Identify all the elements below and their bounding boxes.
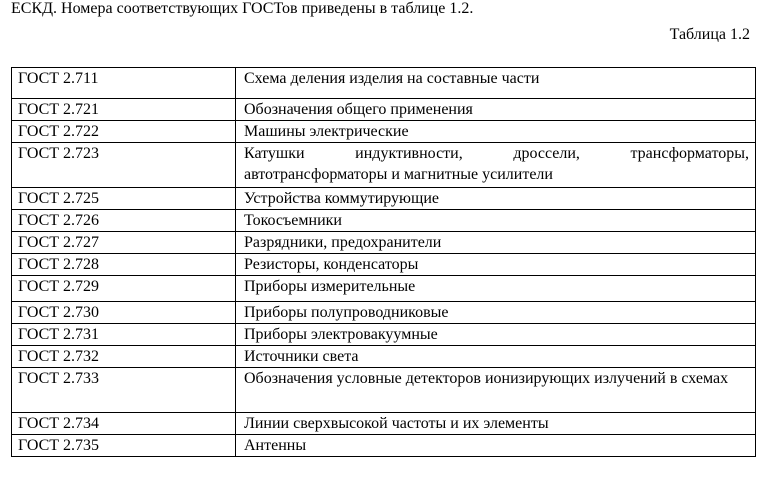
gost-name-cell: Устройства коммутирующие	[236, 188, 756, 210]
gost-code-cell: ГОСТ 2.731	[12, 324, 236, 346]
table-row	[12, 346, 756, 368]
gost-code-cell: ГОСТ 2.732	[12, 346, 236, 368]
gost-name-cell: Схема деления изделия на составные части	[236, 68, 756, 99]
gost-code-cell: ГОСТ 2.729	[12, 276, 236, 302]
table-row	[12, 99, 756, 121]
gost-name-cell: Разрядники, предохранители	[236, 232, 756, 254]
gost-name-cell: Приборы электровакуумные	[236, 324, 756, 346]
gost-name-cell: Антенны	[236, 435, 756, 457]
gost-code-cell: ГОСТ 2.735	[12, 435, 236, 457]
gost-name-cell: Токосъемники	[236, 210, 756, 232]
table-row	[12, 435, 756, 457]
gost-name-cell: Обозначения общего применения	[236, 99, 756, 121]
table-row	[12, 254, 756, 276]
table-row	[12, 276, 756, 302]
gost-code-cell: ГОСТ 2.722	[12, 121, 236, 143]
gost-code-cell: ГОСТ 2.728	[12, 254, 236, 276]
table-row	[12, 210, 756, 232]
gost-code-cell: ГОСТ 2.725	[12, 188, 236, 210]
gost-code-cell: ГОСТ 2.734	[12, 413, 236, 435]
gost-code-cell: ГОСТ 2.721	[12, 99, 236, 121]
table-row	[12, 188, 756, 210]
gost-name-cell: Линии сверхвысокой частоты и их элементы	[236, 413, 756, 435]
table-row	[12, 143, 756, 188]
gost-code-cell: ГОСТ 2.726	[12, 210, 236, 232]
table-row	[12, 121, 756, 143]
gost-name-cell: Источники света	[236, 346, 756, 368]
gost-name-cell: Приборы полупроводниковые	[236, 302, 756, 324]
table-row	[12, 232, 756, 254]
table-row	[12, 68, 756, 99]
gost-code-cell: ГОСТ 2.730	[12, 302, 236, 324]
gost-name-cell: Обозначения условные детекторов ионизирующих излучений в схемах	[236, 368, 756, 413]
table-row	[12, 413, 756, 435]
gost-code-cell: ГОСТ 2.733	[12, 368, 236, 413]
intro-text: ЕСКД. Номера соответствующих ГОСТов приведены в таблице 1.2.	[11, 0, 474, 17]
gost-name-cell: Приборы измерительные	[236, 276, 756, 302]
table-caption: Таблица 1.2	[669, 26, 750, 43]
table-row	[12, 368, 756, 413]
gost-table	[11, 67, 756, 457]
gost-name-cell: Резисторы, конденсаторы	[236, 254, 756, 276]
table-row	[12, 324, 756, 346]
gost-code-cell: ГОСТ 2.723	[12, 143, 236, 188]
gost-code-cell: ГОСТ 2.727	[12, 232, 236, 254]
gost-code-cell: ГОСТ 2.711	[12, 68, 236, 99]
gost-name-cell: Машины электрические	[236, 121, 756, 143]
gost-name-cell: Катушки индуктивности, дроссели, трансформаторы, автотрансформаторы и магнитные усилители	[236, 143, 756, 188]
table-row	[12, 302, 756, 324]
